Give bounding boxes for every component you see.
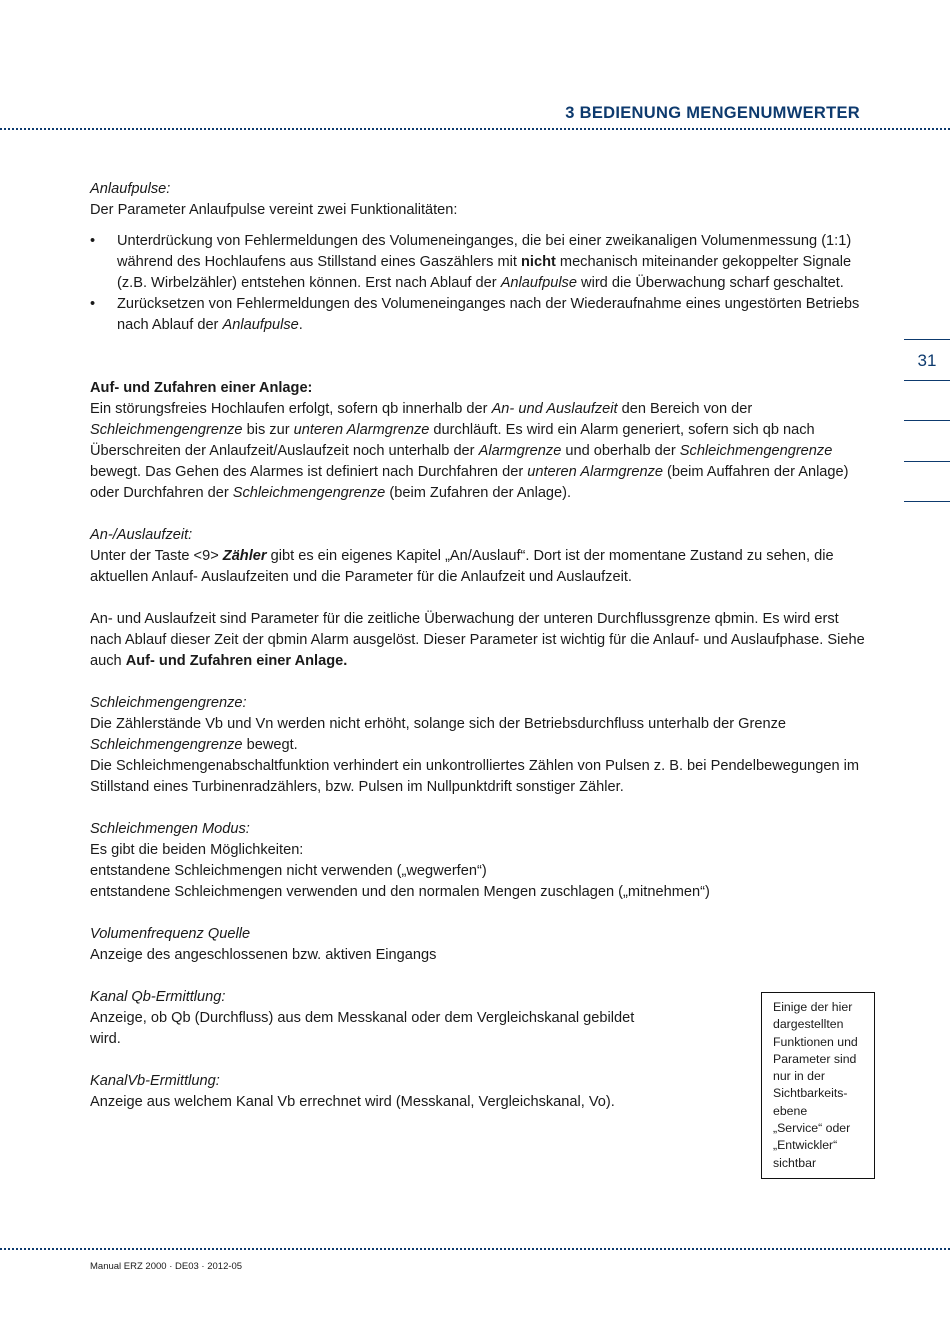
document-body <box>90 179 865 1113</box>
footer-dotted-rule <box>0 1248 950 1250</box>
note-line: sichtbar <box>773 1155 817 1170</box>
heading-kanal-vb: KanalVb-Ermittlung: <box>90 1073 220 1089</box>
side-rule <box>904 461 950 462</box>
schleichmodus-line: Es gibt die beiden Möglichkeiten: <box>90 842 304 858</box>
side-rule <box>904 501 950 502</box>
heading-schleichmengengrenze: Schleichmengengrenze: <box>90 695 247 711</box>
note-line: nur in der <box>773 1069 825 1084</box>
chapter-title: 3 BEDIENUNG MENGENUMWERTER <box>565 104 860 122</box>
emphasis: nicht <box>520 254 556 270</box>
header-dotted-rule <box>0 128 950 130</box>
anlaufpulse-list <box>90 231 865 336</box>
schleichmodus-line: entstandene Schleichmengen nicht verwenden („wegwerfen“) <box>90 863 487 879</box>
visibility-note-box <box>761 992 875 1179</box>
bullet-icon: • <box>90 233 96 249</box>
footer-text: Manual ERZ 2000 · DE03 · 2012-05 <box>90 1261 243 1272</box>
schleichmengengrenze-text-2: Die Schleichmengenabschaltfunktion verhindert ein unkontrolliertes Zählen von Pulsen z. B. bei Pendelbewegungen im Stillstand eines Turbinenradzählers, bzw. Pulsen im Nullpunktdrift sonstiger Zähler. <box>90 758 860 795</box>
heading-auf-zufahren: Auf- und Zufahren einer Anlage: <box>90 380 313 396</box>
note-line: Sichtbarkeits- <box>773 1086 848 1101</box>
text: Unterdrückung von Fehlermeldungen des Volumeneinganges, die bei einer zweikanaligen Volumenmessung (1:1) während des Hochlaufens aus Stillstand eines Gaszählers mit <box>117 233 852 270</box>
note-line: ebene <box>773 1103 808 1118</box>
note-line: Parameter sind <box>773 1051 857 1066</box>
side-rule <box>904 380 950 381</box>
term: Anlaufpulse <box>500 275 577 291</box>
note-line: Funktionen und <box>773 1034 858 1049</box>
kanal-qb-text: Anzeige, ob Qb (Durchfluss) aus dem Messkanal oder dem Vergleichskanal gebildet <box>90 1010 635 1026</box>
note-line: „Entwickler“ <box>773 1138 838 1153</box>
text: . <box>298 317 303 333</box>
schleichmodus-line: entstandene Schleichmengen verwenden und den normalen Mengen zuschlagen („mitnehmen“) <box>90 884 710 900</box>
bullet-icon: • <box>90 296 96 312</box>
note-line: Einige der hier <box>773 1000 853 1014</box>
an-auslaufzeit-text-1: Unter der Taste <9> Zähler gibt es ein eigenes Kapitel „An/Auslauf“. Dort ist der momentane Zustand zu sehen, die aktuellen Anlauf- Auslaufzeiten und die Parameter für die Anlaufzeit und Auslaufzeit. <box>90 548 834 585</box>
volumenfrequenz-text: Anzeige des angeschlossenen bzw. aktiven Eingangs <box>90 947 437 963</box>
heading-an-auslaufzeit: An-/Auslaufzeit: <box>90 527 193 543</box>
side-rule <box>904 339 950 340</box>
schleichmengengrenze-text-1: Die Zählerstände Vb und Vn werden nicht erhöht, solange sich der Betriebsdurchfluss unterhalb der Grenze Schleichmengengrenze bewegt. <box>90 716 787 753</box>
page-number: 31 <box>917 351 937 370</box>
text: wird die Überwachung scharf geschaltet. <box>576 275 844 291</box>
side-rule <box>904 420 950 421</box>
kanal-qb-text: wird. <box>90 1031 121 1047</box>
note-line: dargestellten <box>773 1017 844 1032</box>
kanal-vb-text: Anzeige aus welchem Kanal Vb errechnet wird (Messkanal, Vergleichskanal, Vo). <box>90 1094 615 1110</box>
text: Zurücksetzen von Fehlermeldungen des Volumeneinganges nach der Wiederaufnahme eines ungestörten Betriebs nach Ablauf der <box>117 296 860 333</box>
note-line: „Service“ oder <box>773 1121 851 1136</box>
heading-volumenfrequenz-quelle: Volumenfrequenz Quelle <box>90 926 251 942</box>
list-item <box>90 294 865 336</box>
heading-schleichmengen-modus: Schleichmengen Modus: <box>90 821 250 837</box>
text: mechanisch miteinander gekoppelter Signale (z.B. Wirbelzähler) entstehen können. Erst nach Ablauf der <box>117 254 852 291</box>
term: Anlaufpulse <box>222 317 299 333</box>
auf-zufahren-text: Ein störungsfreies Hochlaufen erfolgt, sofern qb innerhalb der An- und Auslaufzeit den Bereich von der Schleichmengengrenze bis zur unteren Alarmgrenze durchläuft. Es wird ein Alarm generiert, sofern sich qb nach Überschreiten der Anlaufzeit/Auslaufzeit noch unterhalb der Alarmgrenze und oberhalb der Schleichmengengrenze bewegt. Das Gehen des Alarmes ist definiert nach Durchfahren der unteren Alarmgrenze (beim Auffahren der Anlage) oder Durchfahren der Schleichmengengrenze (beim Zufahren der Anlage). <box>90 401 849 501</box>
heading-anlaufpulse: Anlaufpulse: <box>90 181 171 197</box>
heading-kanal-qb: Kanal Qb-Ermittlung: <box>90 989 226 1005</box>
list-item <box>90 231 865 294</box>
anlaufpulse-intro: Der Parameter Anlaufpulse vereint zwei Funktionalitäten: <box>90 202 458 218</box>
an-auslaufzeit-text-2: An- und Auslaufzeit sind Parameter für die zeitliche Überwachung der unteren Durchflussgrenze qbmin. Es wird erst nach Ablauf dieser Zeit der qbmin Alarm ausgelöst. Dieser Parameter ist wichtig für die Anlauf- und Auslaufphase. Siehe auch Auf- und Zufahren einer Anlage. <box>90 611 865 669</box>
